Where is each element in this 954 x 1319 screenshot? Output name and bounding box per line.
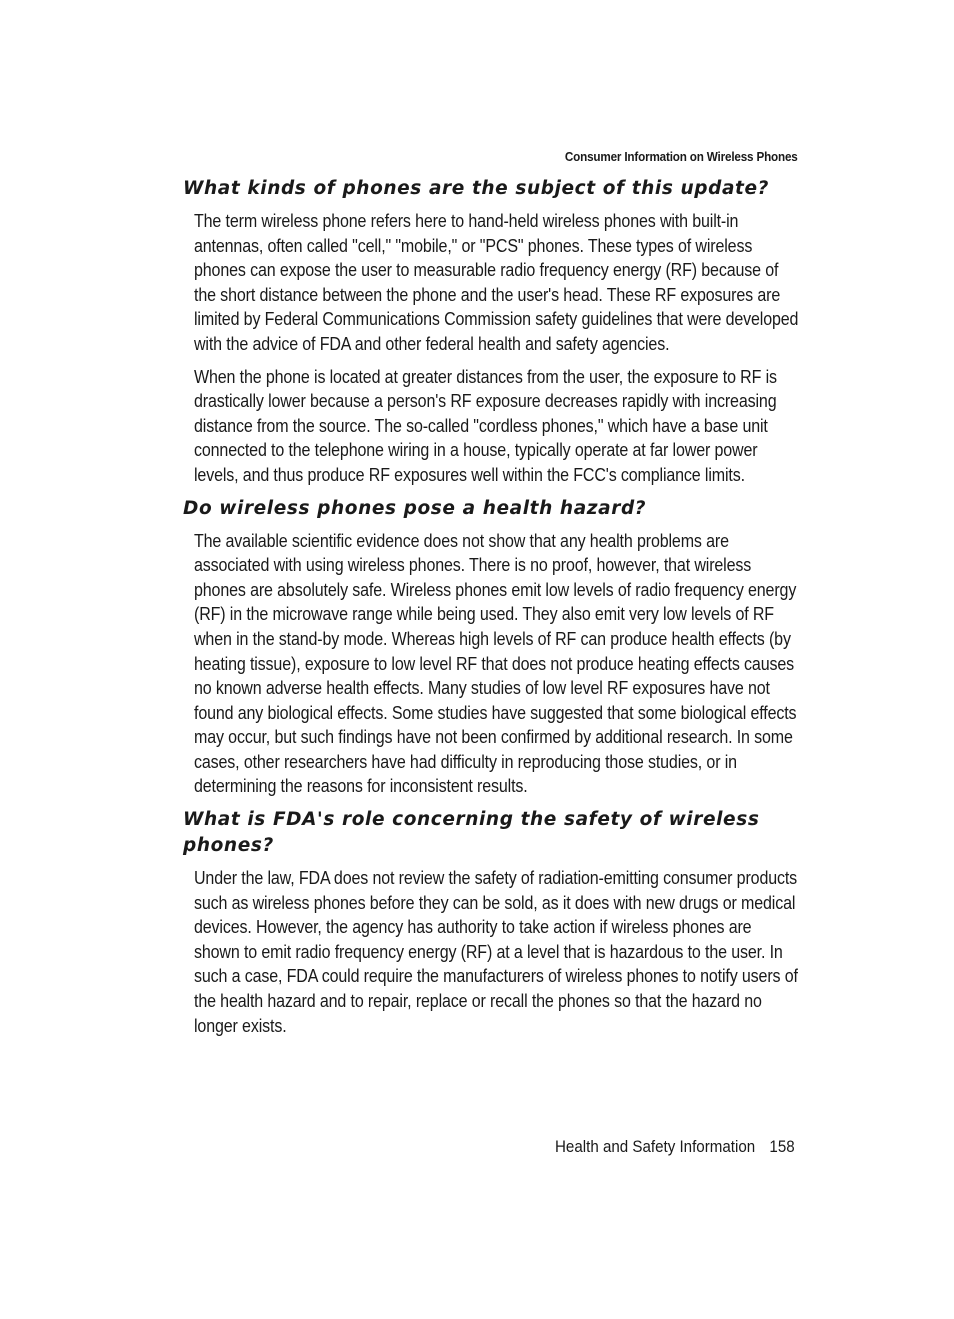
section-heading: What is FDA's role concerning the safety of wireless phones?	[183, 809, 760, 857]
page-content	[183, 176, 808, 1046]
page-number: 158	[769, 1137, 795, 1156]
body-paragraph: The term wireless phone refers here to hand-held wireless phones with built-in antennas, often called "cell," "mobile," or "PCS" phones. These types of wireless phones can expose the user to measurable radio frequency energy (RF) because of the short distance between the phone and the user's head. These RF exposures are limited by Federal Communications Commission safety guidelines that were developed with the advice of FDA and other federal health and safety agencies.	[194, 211, 799, 354]
running-header: Consumer Information on Wireless Phones	[565, 149, 798, 164]
body-paragraph: The available scientific evidence does not show that any health problems are associated with using wireless phones. There is no proof, however, that wireless phones are absolutely safe. Wireless phones emit low levels of radio frequency energy (RF) in the microwave range while being used. They also emit very low levels of RF when in the stand-by mode. Whereas high levels of RF can produce health effects (by heating tissue), exposure to low level RF that does not produce heating effects causes no known adverse health effects. Many studies of low level RF exposures have not found any biological effects. Some studies have suggested that some biological effects may occur, but such findings have not been confirmed by additional research. In some cases, other researchers have had difficulty in reproducing those studies, or in determining the reasons for inconsistent results.	[194, 530, 797, 797]
footer-section-title: Health and Safety Information	[555, 1137, 756, 1156]
page-footer	[555, 1137, 795, 1157]
body-paragraph: When the phone is located at greater distances from the user, the exposure to RF is drastically lower because a person's RF exposure decreases rapidly with increasing distance from the source. The so-called "cordless phones," which have a base unit connected to the telephone wiring in a house, typically operate at far lower power levels, and thus produce RF exposures well within the FCC's compliance limits.	[194, 366, 777, 485]
section-heading: What kinds of phones are the subject of this update?	[183, 178, 769, 199]
section-phone-types	[183, 176, 808, 488]
section-heading: Do wireless phones pose a health hazard?	[183, 497, 647, 519]
section-fda-role	[183, 807, 808, 1038]
body-paragraph: Under the law, FDA does not review the safety of radiation-emitting consumer products such as wireless phones before they can be sold, as it does with new drugs or medical devices. However, the agency has authority to take action if wireless phones are shown to emit radio frequency energy (RF) at a level that is hazardous to the user. In such a case, FDA could require the manufacturers of wireless phones to notify users of the health hazard and to repair, replace or recall the phones so that the hazard no longer exists.	[194, 868, 798, 1036]
section-health-hazard	[183, 496, 808, 800]
